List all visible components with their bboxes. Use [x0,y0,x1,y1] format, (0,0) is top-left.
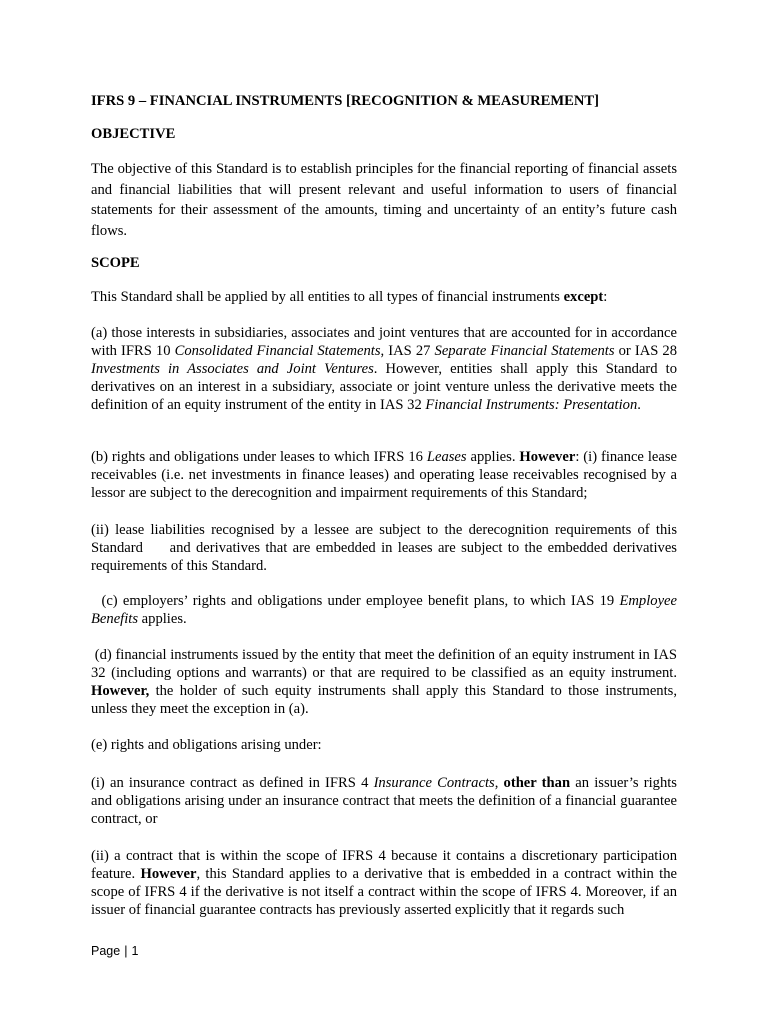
scope-intro-paragraph: This Standard shall be applied by all entities to all types of financial instruments except: [91,289,608,305]
objective-heading: OBJECTIVE [91,126,176,142]
page-number: 1 [131,944,139,958]
scope-item-e-i: (i) an insurance contract as defined in IFRS 4 Insurance Contracts, other than an issuer’s rights and obligations arising under an insurance contract that meets the definition of a financial guarantee contract, or [91,775,677,827]
scope-item-b: (b) rights and obligations under leases to which IFRS 16 Leases applies. However: (i) finance lease receivables (i.e. net investments in finance leases) and operating lease receivables recognised by a lessor are subject to the derecognition and impairment requirements of this Standard; [91,449,677,501]
page-separator: | [124,944,128,958]
document-title: IFRS 9 – FINANCIAL INSTRUMENTS [RECOGNITION & MEASUREMENT] [91,93,599,109]
page-label: Page [91,944,121,958]
scope-item-e: (e) rights and obligations arising under: [91,737,322,753]
page-footer [91,944,138,958]
scope-item-a: (a) those interests in subsidiaries, associates and joint ventures that are accounted for in accordance with IFRS 10 Consolidated Financial Statements, IAS 27 Separate Financial Statements or IAS 28 Investments in Associates and Joint Ventures. However, entities shall apply this Standard to derivatives on an interest in a subsidiary, associate or joint venture unless the derivative meets the definition of an equity instrument of the entity in IAS 32 Financial Instruments: Presentation. [91,325,678,413]
scope-heading: SCOPE [91,255,140,271]
scope-item-b-ii: (ii) lease liabilities recognised by a lessee are subject to the derecognition requirements of this Standard and derivatives that are embedded in leases are subject to the embedded derivatives requirements of this Standard. [91,522,681,574]
objective-paragraph: The objective of this Standard is to establish principles for the financial reporting of financial assets and financial liabilities that will present relevant and useful information to users of financial statements for their assessment of the amounts, timing and uncertainty of an entity’s future cash flows. [91,161,677,239]
scope-item-c: (c) employers’ rights and obligations under employee benefit plans, to which IAS 19 Employee Benefits applies. [91,593,681,627]
scope-item-d: (d) financial instruments issued by the entity that meet the definition of an equity instrument in IAS 32 (including options and warrants) or that are required to be classified as an equity instrument. However, the holder of such equity instruments shall apply this Standard to those instruments, unless they meet the exception in (a). [91,647,681,717]
scope-item-e-ii: (ii) a contract that is within the scope of IFRS 4 because it contains a discretionary participation feature. However, this Standard applies to a derivative that is embedded in a contract within the scope of IFRS 4 if the derivative is not itself a contract within the scope of IFRS 4. Moreover, if an issuer of financial guarantee contracts has previously asserted explicitly that it regards such [91,848,677,918]
